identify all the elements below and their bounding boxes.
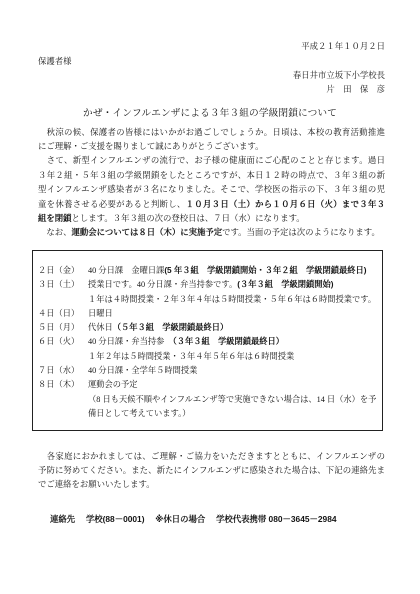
schedule-line (88, 321, 382, 335)
text-run: 授業日です。40 分日課・弁当持参です。 (88, 280, 238, 290)
schedule-details (88, 278, 382, 307)
intro-text (38, 126, 385, 240)
schedule-line (88, 293, 382, 307)
schedule-line (88, 364, 382, 378)
contact-label: 連絡先 (50, 514, 76, 524)
schedule-item (38, 264, 382, 278)
schedule-item (38, 278, 382, 307)
text-run: 各家庭におかれましては、ご理解・ご協力をいただきますとともに、インフルエンザの (38, 452, 385, 461)
text-run: 秋涼の候、保護者の皆様にはいかがお過ごしでしょうか。日頃は、本校の教育活動推進 (38, 128, 385, 137)
text-run: にご理解・ご支援を賜りまして誠にありがとうございます。 (38, 142, 264, 152)
emphasized-text: （３年３組 学級閉鎖最終日） (172, 337, 284, 347)
paragraph-line (38, 211, 385, 225)
schedule-day: ２日（金） (38, 266, 80, 275)
schedule-box (32, 250, 383, 431)
text-run: です。当面の予定は次のようになります。 (222, 228, 380, 238)
text-run: でご連絡をお願いいたします。 (38, 480, 155, 490)
text-run: ３年２組・５年３組の学級閉鎖をしたところですが、本日１２時の時点で、３年３組の新 (38, 170, 385, 180)
schedule-day: ７日（水） (38, 366, 80, 376)
paragraph (38, 225, 385, 239)
paragraph-line (38, 464, 385, 478)
holiday-note: ※休日の場合 (155, 514, 206, 524)
schedule-line (88, 307, 382, 321)
emphasized-text: （５年３組 学級閉鎖最終日） (112, 323, 229, 333)
text-run: 日曜日 (88, 308, 113, 318)
schedule-day: ８日（木） (38, 380, 80, 390)
schedule-day: ６日（火） (38, 337, 80, 347)
text-run: 備日として考えています。） (88, 408, 191, 418)
sender-title: 春日井市立坂下小学校長 (292, 71, 385, 80)
text-run: 運動会の予定 (88, 380, 138, 390)
schedule-item (38, 321, 382, 335)
text-run: 40 分日課 金曜日課 (88, 266, 165, 275)
schedule-details (88, 307, 382, 321)
emphasized-text: １０月３日（土）から１０月６日（火）まで３年３ (185, 198, 386, 209)
text-run: なお、 (38, 228, 72, 238)
issue-date: 平成２１年１０月２日 (301, 42, 385, 51)
mobile-phone: 学校代表携帯 080－3645－2984 (215, 514, 337, 524)
addressee: 保護者様 (38, 57, 72, 66)
schedule-line (88, 335, 382, 349)
schedule-line (88, 264, 382, 278)
text-run: １年は４時間授業・２年３年４年は５時間授業・５年６年は６時間授業です。 (88, 294, 377, 304)
schedule-details (88, 364, 382, 378)
paragraph-line (38, 183, 385, 197)
schedule-day: ５日（月） (38, 323, 80, 333)
contact-line (50, 512, 337, 526)
schedule-day: ４日（日） (38, 308, 80, 318)
closing-paragraph (38, 450, 385, 493)
paragraph-line (38, 140, 385, 154)
schedule-line (88, 378, 382, 392)
paragraph-line (38, 154, 385, 168)
paragraph (38, 126, 385, 154)
school-phone: 学校(88－0001) (85, 514, 145, 524)
schedule-line (88, 393, 382, 407)
schedule-item (38, 335, 382, 364)
emphasized-text: 運動会については８日（木）に実施予定 (71, 227, 223, 238)
paragraph (38, 154, 385, 225)
paragraph-line (38, 197, 385, 211)
emphasized-text: 組を閉鎖 (38, 213, 72, 224)
schedule-details (88, 335, 382, 364)
text-run: さて、新型インフルエンザの流行で、お子様の健康面にご心配のことと存じます。過日 (38, 156, 385, 166)
paragraph-line (38, 225, 385, 239)
text-run: 型インフルエンザ感染者が３名になりました。そこで、学校医の指示の下、３年３組の児 (38, 184, 385, 194)
paragraph-line (38, 450, 385, 464)
text-run: 40 分日課・弁当持参 (88, 337, 173, 347)
text-run: 予防に努めてください。また、新たにインフルエンザに感染された場合は、下記の連絡先ま (38, 466, 385, 476)
schedule-item (38, 364, 382, 378)
text-run: 童を休養させる必要があると判断し、 (38, 199, 186, 209)
text-run: とします。３年３組の次の登校日は、７日（水）になります。 (71, 214, 305, 224)
schedule-details (88, 264, 382, 278)
schedule-line (88, 278, 382, 292)
schedule-details (88, 378, 382, 421)
document-title: かぜ・インフルエンザによる３年３組の学級閉鎖について (83, 108, 337, 119)
emphasized-text: (３年３組 学級閉鎖開始) (237, 280, 334, 290)
sender-name: 片 田 保 彦 (326, 85, 385, 94)
schedule-line (88, 407, 382, 421)
paragraph-line (38, 126, 385, 140)
text-run: １年２年は５時間授業・３年４年５年６年は６時間授業 (88, 351, 295, 361)
schedule-details (88, 321, 382, 335)
paragraph-line (38, 478, 385, 492)
schedule-item (38, 307, 382, 321)
paragraph-line (38, 169, 385, 183)
text-run: 40 分日課・全学年５時間授業 (88, 366, 198, 376)
text-run: 代休日 (88, 323, 113, 333)
schedule-line (88, 350, 382, 364)
schedule-day: ３日（土） (38, 280, 80, 290)
schedule-item (38, 378, 382, 421)
emphasized-text: (5 年３組 学級閉鎖開始・３年２組 学級閉鎖最終日) (164, 266, 367, 275)
text-run: （8 日も天候不順やインフルエンザ等で実施できない場合は、14 日（水）を予 (88, 394, 377, 404)
